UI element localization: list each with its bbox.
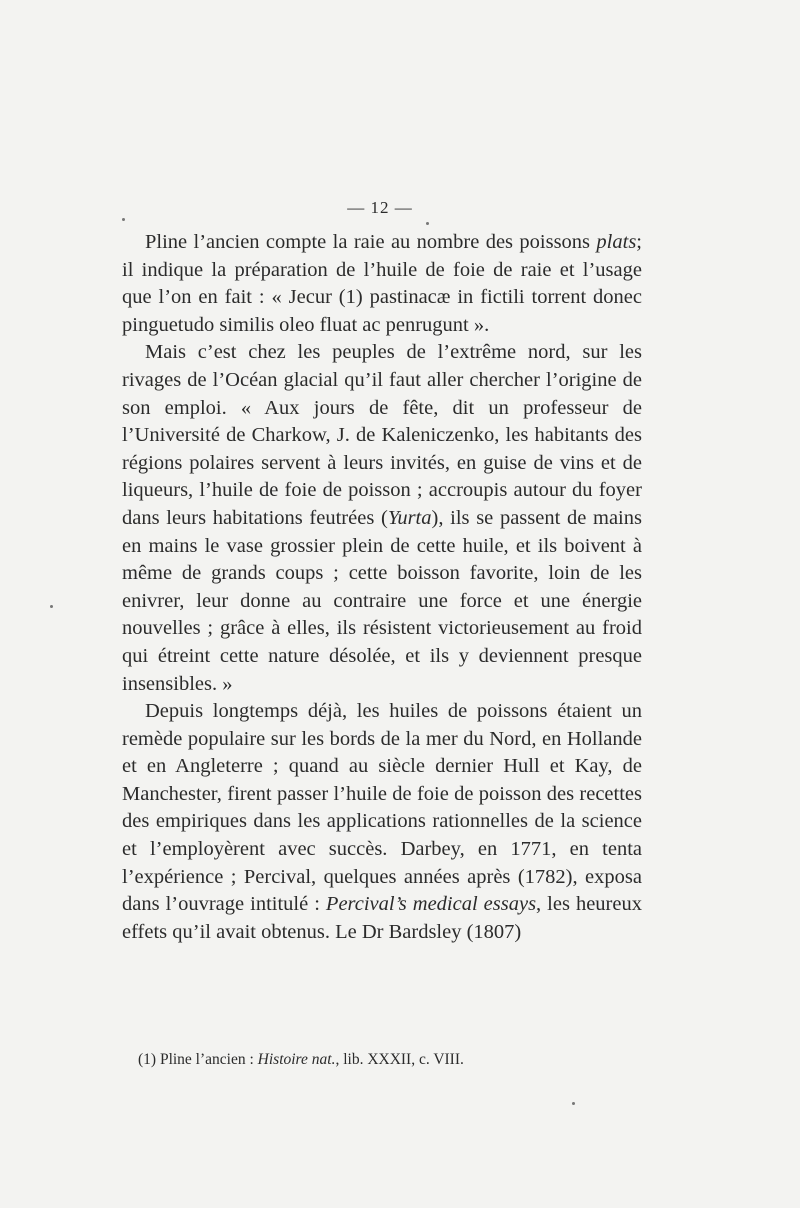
paragraph-2 <box>122 339 642 698</box>
paragraph-3 <box>122 698 642 946</box>
paragraph-2-italic: Yurta <box>387 506 432 529</box>
paragraph-3-italic: Percival’s medical essays <box>325 893 537 916</box>
paragraph-1-text-a: Pline l’ancien compte la raie au nombre des poissons <box>145 231 597 253</box>
footnote-suffix: , lib. XXXII, c. VIII. <box>335 1051 464 1068</box>
paragraph-3-text-a: Depuis longtemps déjà, les huiles de poissons étaient un remède populaire sur les bords de la mer du Nord, en Hollande et en Angleterre ; quand au siècle dernier Hull et Kay, de Manchester, firent passer l’huile de foie de poisson des recettes des empiriques dans les applications rationnelles de la science et l’employèrent avec succès. Darbey, en 1771, en tenta l’expérience ; Percival, quelques années après (1782), exposa dans l’ouvrage intitulé : <box>122 700 642 916</box>
footnote-prefix: (1) Pline l’ancien : <box>138 1051 258 1068</box>
paragraph-2-text-a: Mais c’est chez les peuples de l’extrême nord, sur les rivages de l’Océan glacial qu’il faut aller chercher l’origine de son emploi. « Aux jours de fête, dit un professeur de l’Université de Charkow, J. de Kaleniczenko, les habitants des régions polaires servent à leurs invités, en guise de vins et de liqueurs, l’huile de foie de poisson ; accroupis autour du foyer dans leurs habitations feutrées ( <box>122 341 642 529</box>
paragraph-1 <box>122 229 642 339</box>
footnote-italic: Histoire nat. <box>257 1051 336 1068</box>
paper-speck <box>426 222 429 225</box>
paper-speck <box>50 605 53 608</box>
paragraph-2-text-b: ), ils se passent de mains en mains le vase grossier plein de cette huile, et ils boivent à même de grands coups ; cette boisson favorite, loin de les enivrer, leur donne au contraire une force et une énergie nouvelles ; grâce à elles, ils résistent victorieusement au froid qui étreint cette nature désolée, et ils y deviennent presque insensibles. » <box>122 506 642 695</box>
body-text <box>122 229 642 946</box>
footnote <box>138 1050 638 1070</box>
paragraph-1-italic: plats <box>596 231 637 253</box>
paragraph-1-text-b: ; il indique la préparation de l’huile de foie de raie et l’usage que l’on en fait : « Jecur (1) pastinacæ in fictili torrent donec pinguetudo similis oleo fluat ac penrugunt ». <box>122 231 642 336</box>
paragraph-3-text-b: , les heureux effets qu’il avait obtenus. Le Dr Bardsley (1807) <box>122 893 642 943</box>
paper-speck <box>122 218 125 221</box>
page-number: — 12 — <box>347 198 413 217</box>
paper-speck <box>572 1102 575 1105</box>
